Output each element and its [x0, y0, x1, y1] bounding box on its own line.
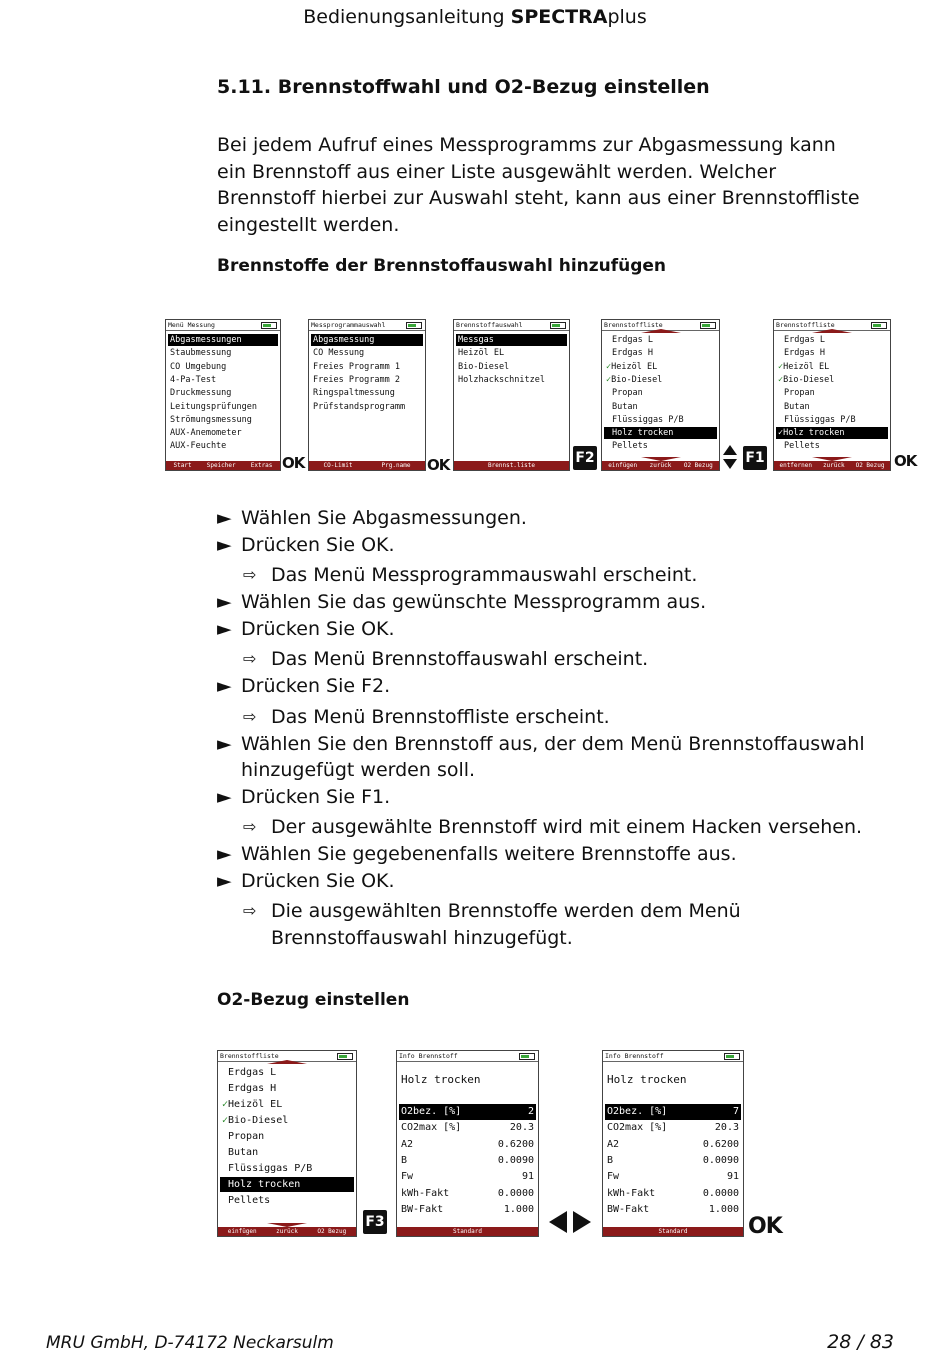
parameter-value: 0.6200	[702, 1138, 739, 1150]
parameter-row	[399, 1137, 536, 1153]
menu-item[interactable]	[168, 440, 278, 452]
menu-item[interactable]	[456, 374, 567, 386]
page-number: 28 / 83	[827, 1331, 894, 1353]
softkey-bar	[774, 461, 890, 470]
parameter-label: Fw	[401, 1171, 414, 1183]
parameter-row	[605, 1169, 741, 1185]
menu-item-label: Erdgas H	[612, 348, 653, 359]
battery-icon	[871, 322, 887, 329]
parameter-value: 20.3	[509, 1122, 534, 1134]
menu-item[interactable]	[456, 334, 567, 346]
f1-key: F1	[743, 446, 767, 470]
menu-item[interactable]	[604, 414, 717, 426]
softkey-label[interactable]: zurück	[276, 1228, 298, 1235]
menu-item-label: Prüfstandsprogramm	[313, 401, 406, 412]
menu-item[interactable]	[220, 1097, 354, 1112]
step-arrow-icon: ►	[217, 533, 232, 556]
menu-item[interactable]	[220, 1081, 354, 1096]
footer-company: MRU GmbH, D-74172 Neckarsulm	[46, 1333, 334, 1353]
result-note	[243, 704, 867, 731]
menu-item[interactable]	[456, 361, 567, 373]
parameter-value: 0.0000	[702, 1187, 739, 1199]
ok-key: OK	[894, 452, 917, 470]
step-text: Drücken Sie OK.	[241, 869, 395, 892]
menu-item-label: Erdgas L	[612, 335, 653, 345]
menu-item-label: Flüssiggas P/B	[228, 1163, 313, 1174]
menu-item[interactable]	[776, 414, 888, 426]
scroll-up-icon	[267, 1060, 307, 1064]
softkey-bar	[454, 461, 569, 470]
menu-item-label: Ringspaltmessung	[313, 388, 395, 399]
checkmark-icon: ✓	[222, 1115, 229, 1126]
instruction-step	[217, 731, 867, 784]
result-arrow-icon: ⇨	[243, 706, 257, 726]
softkey-bar	[603, 1227, 743, 1236]
menu-item[interactable]	[604, 427, 717, 439]
parameter-value: 7	[732, 1106, 739, 1117]
f2-key: F2	[573, 446, 597, 470]
instruction-step	[217, 841, 867, 868]
parameter-row[interactable]	[605, 1104, 741, 1120]
softkey-label[interactable]: Brennst.liste	[488, 462, 535, 469]
menu-item-label: Erdgas H	[228, 1083, 277, 1094]
parameter-label: BW-Fakt	[401, 1203, 444, 1215]
device-screen	[308, 319, 426, 471]
menu-item-label: Erdgas L	[784, 335, 825, 345]
menu-item[interactable]	[220, 1145, 354, 1160]
parameter-label: A2	[607, 1138, 620, 1150]
menu-item-label: Strömungsmessung	[170, 414, 252, 425]
menu-item[interactable]	[776, 427, 888, 439]
battery-icon	[550, 322, 566, 329]
step-text: Das Menü Messprogrammauswahl erscheint.	[271, 564, 698, 586]
checkmark-icon: ✓	[222, 1099, 229, 1110]
menu-item-label: Propan	[784, 388, 815, 399]
step-text: Drücken Sie F2.	[241, 675, 391, 697]
softkey-bar	[397, 1227, 538, 1236]
parameter-value: 20.3	[714, 1122, 739, 1134]
menu-item-label: Holz trocken	[612, 428, 674, 439]
menu-item[interactable]	[776, 334, 888, 346]
softkey-label[interactable]: entfernen	[779, 462, 812, 469]
step-text: Der ausgewählte Brennstoff wird mit einem Hacken versehen.	[271, 816, 863, 838]
info-screen	[396, 1050, 539, 1237]
parameter-value: 91	[726, 1171, 739, 1183]
menu-item[interactable]	[604, 361, 717, 373]
screen-title: Brennstoffliste	[218, 1051, 356, 1062]
menu-item-label: Erdgas L	[228, 1067, 277, 1078]
intro-paragraph: Bei jedem Aufruf eines Messprogramms zur Abgasmessung kann ein Brennstoff aus einer Liste ausgewählt werden. Welcher Brennstoff hierbei zur Auswahl steht, kann aus einer Brennstoffliste eingestellt werden.	[217, 134, 860, 236]
menu-item-label: Pellets	[612, 441, 648, 452]
menu-item[interactable]	[604, 374, 717, 386]
menu-item[interactable]	[776, 374, 888, 386]
menu-item-label: Holzhackschnitzel	[458, 374, 545, 385]
softkey-label[interactable]: einfügen	[227, 1228, 257, 1235]
softkey-bar	[602, 461, 719, 470]
menu-item-label: Messgas	[458, 335, 494, 345]
parameter-label: Fw	[607, 1171, 620, 1183]
page-header	[0, 6, 950, 28]
parameter-label: B	[607, 1154, 614, 1166]
softkey-bar	[166, 461, 280, 470]
softkey-label[interactable]: CO-Limit	[323, 462, 353, 469]
menu-item[interactable]	[776, 401, 888, 413]
screen-title: Brennstoffliste	[602, 320, 719, 331]
menu-item[interactable]	[168, 361, 278, 373]
softkey-label[interactable]: Standard	[453, 1228, 482, 1235]
step-text: Die ausgewählten Brennstoffe werden dem Menü Brennstoffauswahl hinzugefügt.	[271, 900, 741, 949]
menu-item-label: Butan	[612, 401, 638, 412]
menu-item-label: Abgasmessung	[313, 335, 375, 345]
ok-key: OK	[748, 1214, 782, 1239]
info-screen	[602, 1050, 744, 1237]
menu-item[interactable]	[168, 401, 278, 413]
header-prefix: Bedienungsanleitung	[303, 6, 511, 28]
battery-icon	[261, 322, 277, 329]
menu-item-label: Heizöl EL	[228, 1099, 283, 1110]
battery-icon	[406, 322, 422, 329]
header-brand: SPECTRA	[510, 6, 608, 28]
ok-key: OK	[427, 456, 450, 474]
menu-item[interactable]	[776, 361, 888, 373]
menu-item[interactable]	[604, 440, 717, 452]
menu-item-label: Propan	[228, 1131, 265, 1142]
parameter-value: 1.000	[503, 1203, 534, 1215]
screen-title: Messprogrammauswahl	[309, 320, 425, 331]
checkmark-icon: ✓	[778, 374, 784, 385]
menu-item-label: Bio-Diesel	[783, 374, 835, 385]
menu-item[interactable]	[604, 401, 717, 413]
result-note	[243, 646, 867, 673]
step-arrow-icon: ►	[217, 591, 232, 613]
parameter-label: kWh-Fakt	[607, 1187, 656, 1199]
menu-item-label: Butan	[784, 401, 810, 412]
menu-item[interactable]	[604, 347, 717, 359]
softkey-label[interactable]: einfügen	[608, 462, 638, 469]
menu-item[interactable]	[456, 347, 567, 359]
menu-item[interactable]	[168, 414, 278, 426]
parameter-row	[605, 1153, 741, 1169]
parameter-value: 0.0090	[497, 1154, 534, 1166]
result-arrow-icon: ⇨	[243, 565, 257, 584]
left-right-arrows-icon	[548, 1209, 592, 1239]
softkey-label[interactable]: zurück	[649, 462, 672, 469]
softkey-label[interactable]: Standard	[658, 1228, 688, 1235]
instruction-step	[217, 673, 867, 700]
parameter-label: kWh-Fakt	[401, 1187, 450, 1199]
step-arrow-icon: ►	[217, 869, 232, 892]
step-text: Wählen Sie Abgasmessungen.	[241, 507, 527, 529]
menu-item[interactable]	[168, 347, 278, 359]
screen-title: Menü Messung	[166, 320, 280, 331]
menu-item[interactable]	[168, 387, 278, 399]
menu-item[interactable]	[776, 347, 888, 359]
menu-item[interactable]	[220, 1193, 354, 1208]
softkey-bar	[309, 461, 425, 470]
menu-item[interactable]	[311, 374, 423, 386]
result-note	[243, 898, 867, 951]
parameter-label: CO2max [%]	[401, 1122, 462, 1134]
instruction-step	[217, 505, 867, 532]
result-arrow-icon: ⇨	[243, 817, 257, 836]
instruction-step	[217, 784, 867, 811]
screen-title: Info Brennstoff	[603, 1051, 743, 1062]
result-arrow-icon: ⇨	[243, 649, 257, 668]
step-arrow-icon: ►	[217, 785, 232, 808]
step-arrow-icon: ►	[217, 732, 232, 755]
parameter-row	[399, 1169, 536, 1185]
parameter-row	[399, 1120, 536, 1136]
softkey-label[interactable]: Start	[173, 462, 192, 469]
parameter-label: A2	[401, 1138, 414, 1150]
menu-item[interactable]	[604, 387, 717, 399]
menu-item-label: Butan	[228, 1147, 259, 1158]
menu-item-label: CO Messung	[313, 348, 365, 359]
battery-icon	[724, 1053, 740, 1060]
step-text: Das Menü Brennstoffauswahl erscheint.	[271, 648, 649, 670]
parameter-row	[605, 1202, 741, 1218]
parameter-value: 0.0090	[702, 1154, 739, 1166]
scroll-up-icon	[641, 329, 681, 333]
menu-item-label: Flüssiggas P/B	[612, 414, 684, 425]
parameter-value: 1.000	[708, 1203, 739, 1215]
result-note	[243, 562, 867, 589]
parameter-value: 0.0000	[497, 1187, 534, 1199]
menu-item-label: Pellets	[228, 1195, 271, 1206]
parameter-value: 91	[521, 1171, 534, 1183]
step-text: Drücken Sie OK.	[241, 617, 395, 640]
step-text: Drücken Sie OK.	[241, 533, 395, 556]
device-screen	[601, 319, 720, 471]
softkey-bar	[218, 1227, 356, 1236]
step-text: Wählen Sie den Brennstoff aus, der dem Menü Brennstoffauswahl hinzugefügt werden soll.	[241, 732, 865, 781]
menu-item-label: Heizöl EL	[458, 348, 505, 359]
softkey-label[interactable]: Extras	[250, 462, 273, 469]
device-screen	[453, 319, 570, 471]
result-note	[243, 814, 867, 841]
step-arrow-icon: ►	[217, 507, 232, 529]
menu-item[interactable]	[168, 427, 278, 439]
step-arrow-icon: ►	[217, 675, 232, 697]
step-text: Wählen Sie gegebenenfalls weitere Brennstoffe aus.	[241, 843, 737, 865]
header-suffix: plus	[607, 6, 647, 28]
parameter-value: 2	[527, 1106, 534, 1117]
device-screen	[165, 319, 281, 471]
menu-item[interactable]	[220, 1065, 354, 1080]
softkey-label[interactable]: O2 Bezug	[683, 462, 713, 469]
up-down-arrows-icon	[722, 444, 738, 474]
menu-item-label: Bio-Diesel	[228, 1115, 289, 1126]
parameter-row	[399, 1186, 536, 1202]
screen-title: Info Brennstoff	[397, 1051, 538, 1062]
parameter-row	[399, 1153, 536, 1169]
menu-item-label: Staubmessung	[170, 348, 232, 359]
menu-item-label: 4-Pa-Test	[170, 374, 217, 385]
menu-item[interactable]	[168, 374, 278, 386]
checkmark-icon: ✓	[606, 374, 612, 385]
device-screen	[217, 1050, 357, 1237]
menu-item-label: Holz trocken	[228, 1179, 301, 1190]
menu-item-label: CO Umgebung	[170, 361, 227, 372]
instruction-step	[217, 589, 867, 616]
softkey-label[interactable]: Prg.name	[381, 462, 411, 469]
menu-item[interactable]	[604, 334, 717, 346]
softkey-label[interactable]: zurück	[822, 462, 845, 469]
screen-title: Brennstoffauswahl	[454, 320, 569, 331]
menu-item-label: Propan	[612, 388, 643, 399]
menu-item-label: Freies Programm 1	[313, 361, 400, 372]
screen-title: Brennstoffliste	[774, 320, 890, 331]
parameter-row	[399, 1202, 536, 1218]
menu-item-label: Heizöl EL	[611, 361, 658, 372]
menu-item[interactable]	[311, 347, 423, 359]
menu-item[interactable]	[220, 1113, 354, 1128]
battery-icon	[519, 1053, 535, 1060]
device-screen	[773, 319, 891, 471]
menu-item-label: Abgasmessungen	[170, 335, 242, 345]
battery-icon	[700, 322, 716, 329]
parameter-label: B	[401, 1154, 408, 1166]
softkey-label[interactable]: O2 Bezug	[317, 1228, 347, 1235]
result-arrow-icon: ⇨	[243, 901, 257, 920]
parameter-row	[605, 1186, 741, 1202]
menu-item[interactable]	[776, 387, 888, 399]
menu-item[interactable]	[311, 401, 423, 413]
parameter-row	[605, 1137, 741, 1153]
step-arrow-icon: ►	[217, 843, 232, 865]
menu-item-label: Holz trocken	[783, 428, 845, 439]
menu-item-label: Erdgas H	[784, 348, 825, 359]
menu-item[interactable]	[311, 334, 423, 346]
parameter-value: 0.6200	[497, 1138, 534, 1150]
parameter-label: O2bez. [%]	[607, 1106, 668, 1117]
battery-icon	[337, 1053, 353, 1060]
checkmark-icon: ✓	[606, 361, 612, 372]
subheading-o2-reference: O2-Bezug einstellen	[217, 990, 410, 1010]
menu-item-label: Leitungsprüfungen	[170, 401, 257, 412]
parameter-row[interactable]	[399, 1104, 536, 1120]
instruction-step	[217, 868, 867, 895]
fuel-name: Holz trocken	[401, 1073, 481, 1086]
step-text: Wählen Sie das gewünschte Messprogramm aus.	[241, 591, 707, 613]
menu-item[interactable]	[776, 440, 888, 452]
parameter-row	[605, 1120, 741, 1136]
menu-item-label: Bio-Diesel	[458, 361, 510, 372]
parameter-label: BW-Fakt	[607, 1203, 650, 1215]
menu-item-label: Heizöl EL	[783, 361, 830, 372]
menu-item-label: Druckmessung	[170, 388, 232, 399]
menu-item[interactable]	[220, 1177, 354, 1192]
checkmark-icon: ✓	[778, 428, 784, 439]
menu-item[interactable]	[311, 361, 423, 373]
menu-item-label: Bio-Diesel	[611, 374, 663, 385]
fuel-name: Holz trocken	[607, 1073, 687, 1086]
parameter-label: CO2max [%]	[607, 1122, 668, 1134]
menu-item-label: AUX-Feuchte	[170, 441, 227, 452]
checkmark-icon: ✓	[778, 361, 784, 372]
instruction-step	[217, 532, 867, 559]
parameter-label: O2bez. [%]	[401, 1106, 462, 1117]
menu-item[interactable]	[311, 387, 423, 399]
subheading-add-fuels: Brennstoffe der Brennstoffauswahl hinzufügen	[217, 256, 667, 276]
step-arrow-icon: ►	[217, 617, 232, 640]
menu-item[interactable]	[220, 1161, 354, 1176]
softkey-label[interactable]: Speicher	[206, 462, 236, 469]
menu-item-label: AUX-Anemometer	[170, 428, 242, 439]
instruction-step	[217, 616, 867, 643]
f3-key: F3	[363, 1210, 387, 1234]
menu-item-label: Pellets	[784, 441, 820, 452]
softkey-label[interactable]: O2 Bezug	[855, 462, 885, 469]
menu-item[interactable]	[168, 334, 278, 346]
menu-item-label: Freies Programm 2	[313, 374, 400, 385]
scroll-up-icon	[812, 329, 852, 333]
ok-key: OK	[282, 454, 305, 472]
menu-item-label: Flüssiggas P/B	[784, 414, 856, 425]
section-title: 5.11. Brennstoffwahl und O2-Bezug einstellen	[217, 76, 710, 98]
step-text: Das Menü Brennstoffliste erscheint.	[271, 705, 610, 728]
menu-item[interactable]	[220, 1129, 354, 1144]
step-text: Drücken Sie F1.	[241, 785, 391, 808]
